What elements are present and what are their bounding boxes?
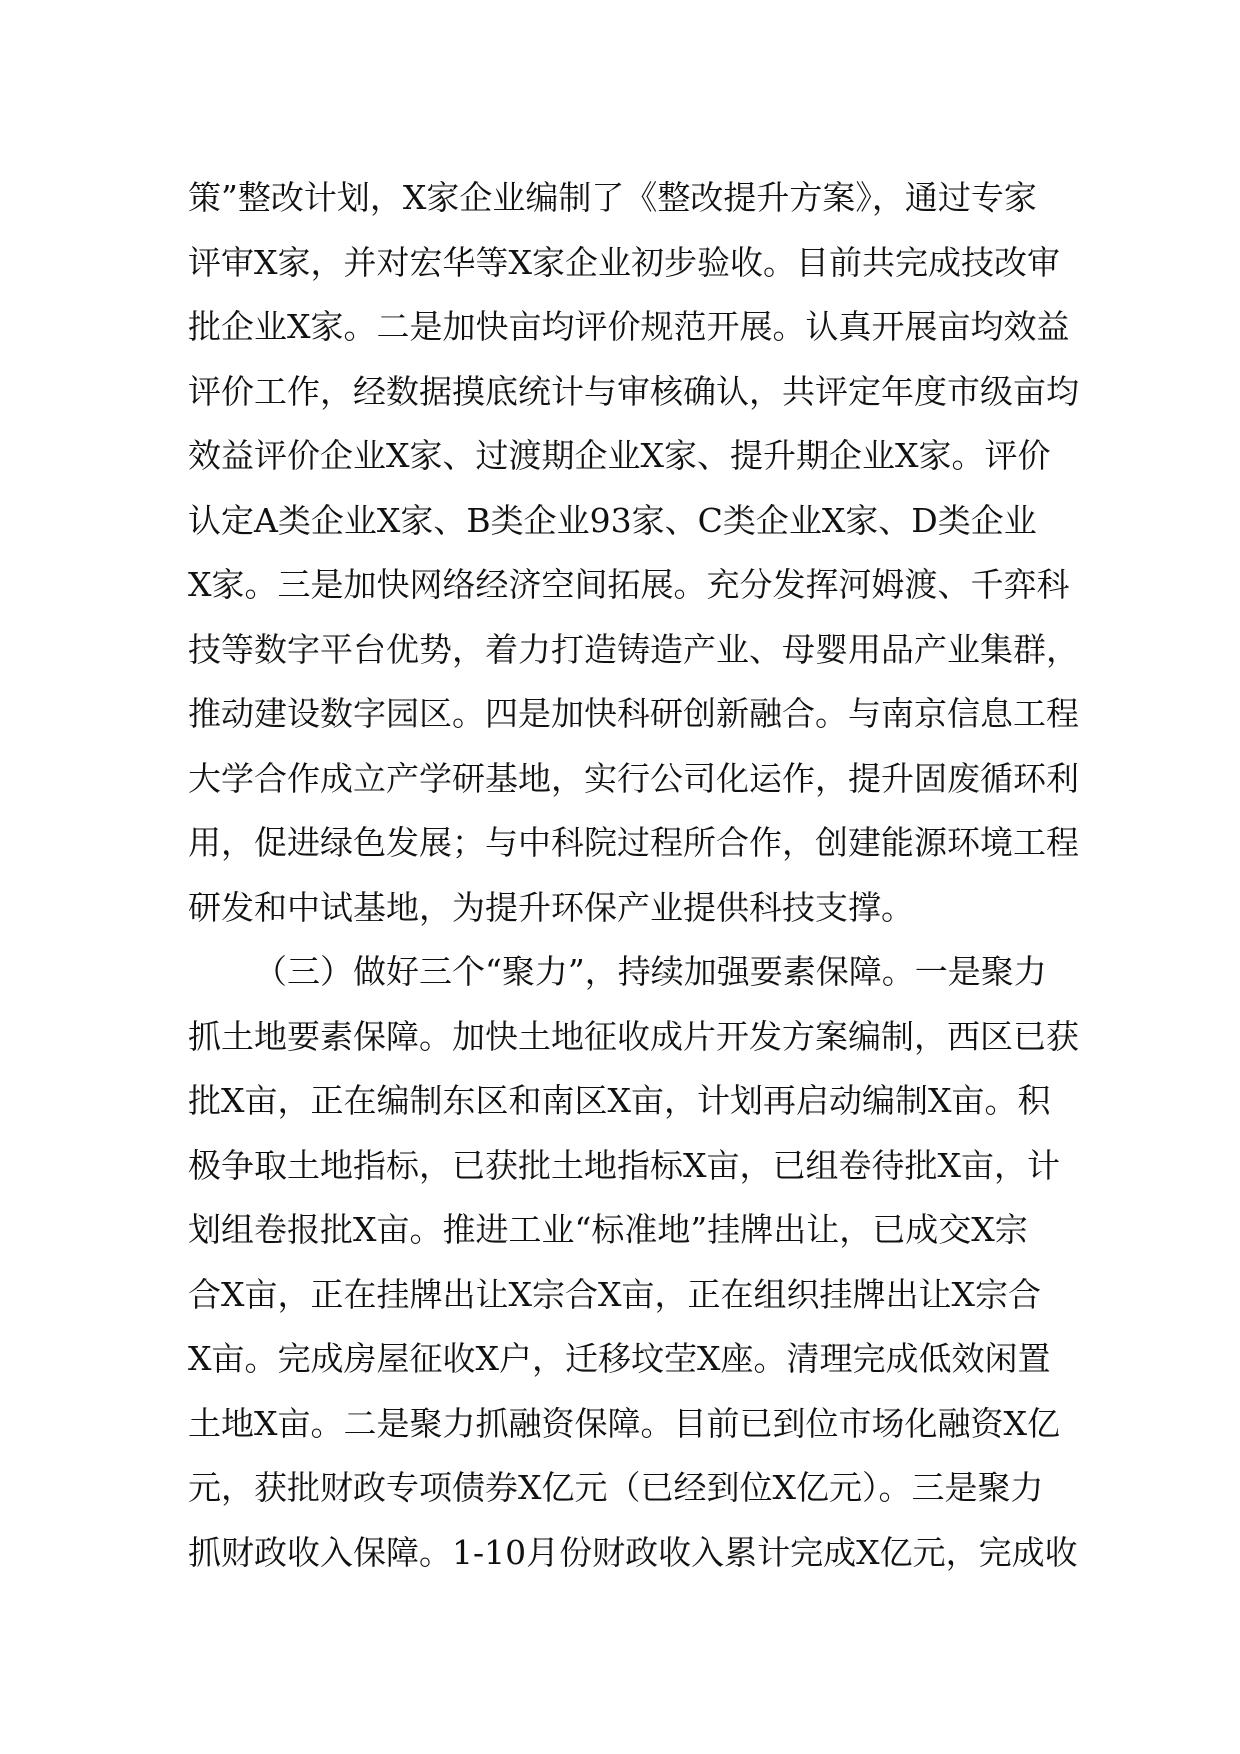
text-line: X亩。完成房屋征收X户，迁移坟茔X座。清理完成低效闲置 [188, 1339, 1051, 1378]
body-text [188, 166, 1079, 1585]
text-line: 合X亩，正在挂牌出让X宗合X亩，正在组织挂牌出让X宗合 [188, 1274, 1041, 1314]
text-line: 批企业X家。二是加快亩均评价规范开展。认真开展亩均效益 [188, 307, 1070, 346]
text-line: 评价工作，经数据摸底统计与审核确认，共评定年度市级亩均 [188, 371, 1079, 411]
text-line: 大学合作成立产学研基地，实行公司化运作，提升固废循环利 [188, 758, 1079, 798]
text-line: 认定A类企业X家、B类企业93家、C类企业X家、D类企业 [188, 500, 1037, 540]
text-line: 效益评价企业X家、过渡期企业X家、提升期企业X家。评价 [188, 436, 1051, 475]
text-line: 研发和中试基地，为提升环保产业提供科技支撑。 [188, 887, 914, 927]
text-line: 推动建设数字园区。四是加快科研创新融合。与南京信息工程 [188, 694, 1079, 733]
text-line: 划组卷报批X亩。推进工业“标准地”挂牌出让，已成交X宗 [188, 1210, 1028, 1249]
text-line: 极争取土地指标，已获批土地指标X亩，已组卷待批X亩，计 [188, 1145, 1060, 1185]
text-line: 批X亩，正在编制东区和南区X亩，计划再启动编制X亩。积 [188, 1081, 1051, 1120]
text-line: 元，获批财政专项债券X亿元（已经到位X亿元）。三是聚力 [188, 1468, 1044, 1507]
text-line: X家。三是加快网络经济空间拓展。充分发挥河姆渡、千弈科 [188, 565, 1070, 604]
text-line: 技等数字平台优势，着力打造铸造产业、母婴用品产业集群， [188, 629, 1079, 669]
text-line: 抓土地要素保障。加快土地征收成片开发方案编制，西区已获 [188, 1016, 1079, 1056]
text-line: 抓财政收入保障。1-10月份财政收入累计完成X亿元，完成收 [188, 1532, 1078, 1572]
text-line: 评审X家，并对宏华等X家企业初步验收。目前共完成技改审 [188, 242, 1060, 282]
text-line: 用，促进绿色发展；与中科院过程所合作，创建能源环境工程 [188, 823, 1079, 862]
text-line: 策”整改计划，X家企业编制了《整改提升方案》，通过专家 [188, 178, 1037, 217]
section-heading-line: （三）做好三个“聚力”，持续加强要素保障。一是聚力 [254, 952, 1047, 991]
text-line: 土地X亩。二是聚力抓融资保障。目前已到位市场化融资X亿 [188, 1403, 1060, 1443]
